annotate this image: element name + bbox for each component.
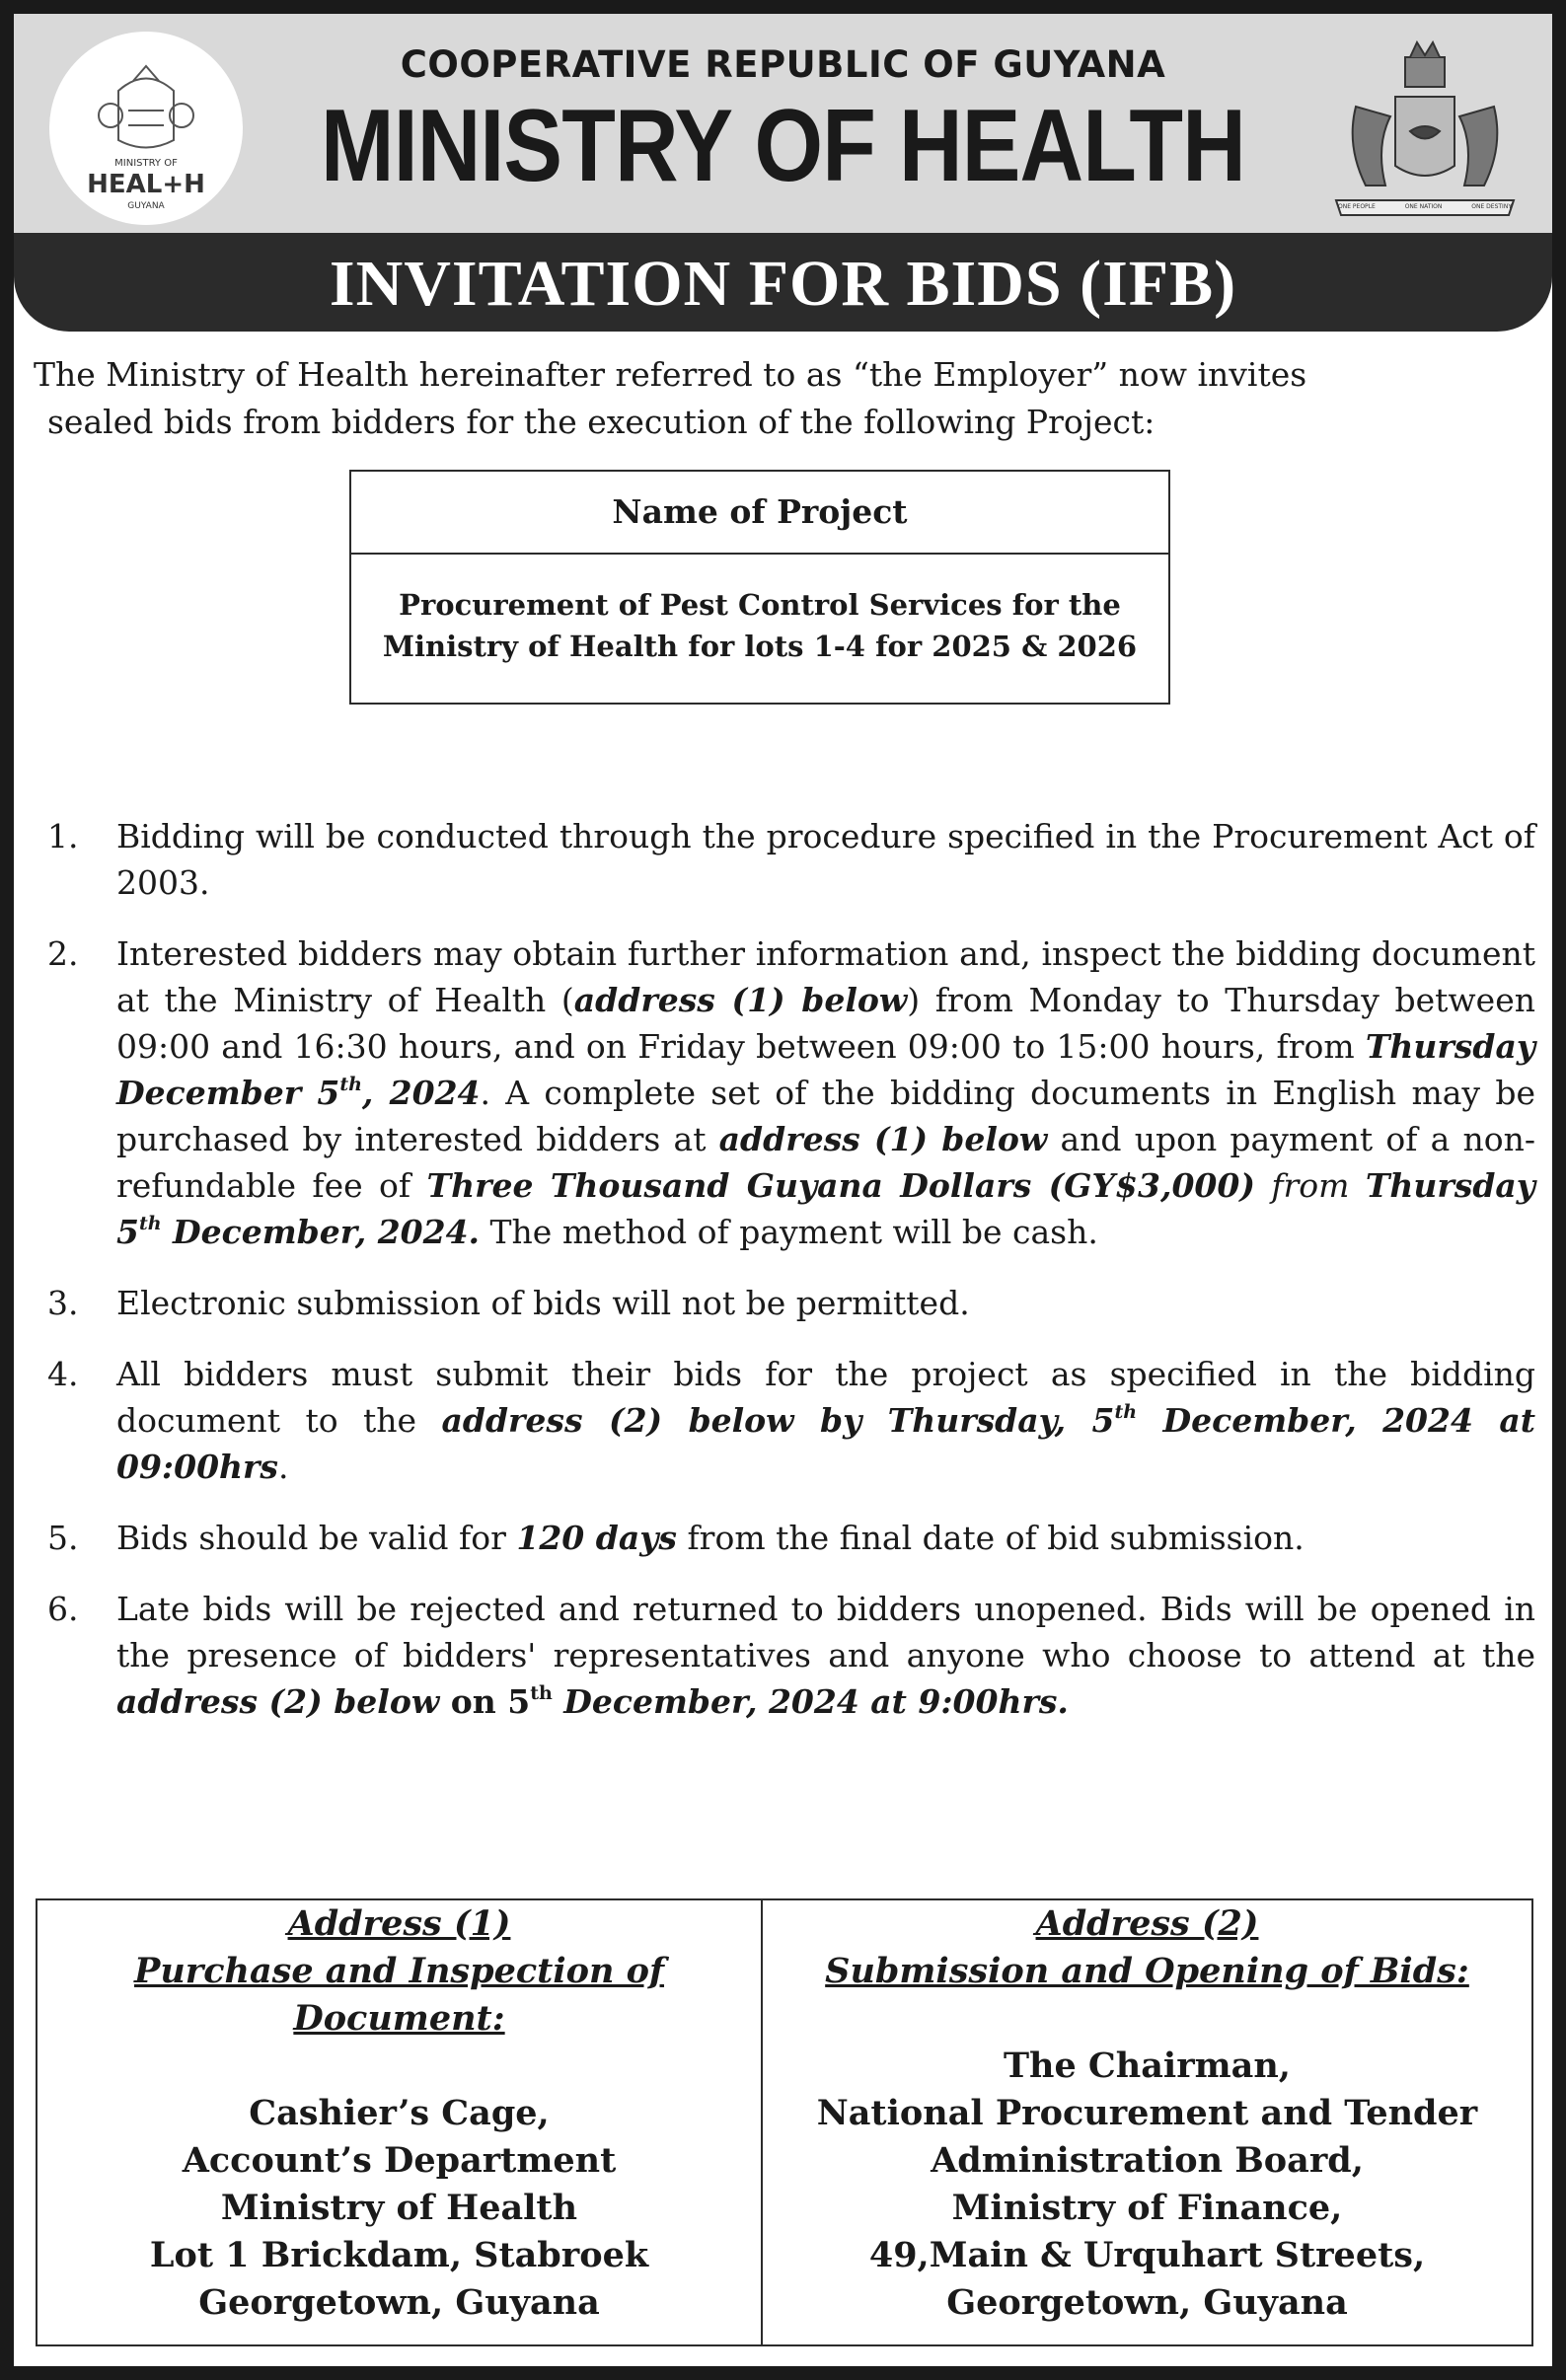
item-emphasis: address (1) below bbox=[718, 1120, 1048, 1158]
address-1-line: Georgetown, Guyana bbox=[198, 2282, 600, 2323]
item-emphasis: Three Thousand Guyana Dollars (GY$3,000) bbox=[426, 1166, 1255, 1205]
address-1-line: Lot 1 Brickdam, Stabroek bbox=[149, 2235, 649, 2275]
coat-of-arms-icon bbox=[1326, 28, 1524, 225]
item-emphasis: Thursday 5 bbox=[116, 1166, 1535, 1251]
item-emphasis: , 2024 bbox=[361, 1074, 481, 1112]
item-number: 2. bbox=[47, 934, 79, 973]
address-1-line: Cashier’s Cage, bbox=[249, 2093, 550, 2133]
address-2-line: National Procurement and Tender bbox=[816, 2093, 1478, 2133]
item-emphasis: address (2) below by Thursday, 5 bbox=[441, 1401, 1115, 1440]
item-superscript: th bbox=[339, 1074, 362, 1095]
item-superscript: th bbox=[138, 1213, 162, 1234]
item-text: Bids should be valid for bbox=[116, 1519, 517, 1557]
logo-line-main: HEAL+H bbox=[87, 170, 205, 199]
list-item bbox=[34, 1280, 1535, 1326]
logo-line-bottom: GUYANA bbox=[127, 201, 165, 211]
list-item bbox=[34, 813, 1535, 906]
item-text: ) from Monday to Thursday between 09:00 and 16:30 hours, and on Friday between 09:00 to 15:00 hours, from bbox=[116, 981, 1535, 1066]
address-1-subtitle-2: Document: bbox=[293, 1998, 505, 2039]
address-2-line: Georgetown, Guyana bbox=[946, 2282, 1348, 2323]
item-text: Interested bidders may obtain further information and, inspect the bidding document at the Ministry of Health ( bbox=[116, 934, 1535, 1019]
item-emphasis: address (1) below bbox=[573, 981, 908, 1019]
address-2-line: The Chairman, bbox=[1003, 2045, 1291, 2086]
item-text: Electronic submission of bids will not be permitted. bbox=[116, 1284, 970, 1322]
address-1-line: Account’s Department bbox=[182, 2140, 617, 2181]
header bbox=[14, 14, 1552, 233]
ifb-items bbox=[34, 813, 1535, 1749]
banner-title: INVITATION FOR BIDS (IFB) bbox=[329, 248, 1237, 320]
item-emphasis: December, 2024. bbox=[161, 1213, 481, 1251]
list-item bbox=[34, 1586, 1535, 1725]
address-2-subtitle: Submission and Opening of Bids: bbox=[825, 1951, 1469, 1991]
address-2-line: 49,Main & Urquhart Streets, bbox=[868, 2235, 1426, 2275]
title-banner bbox=[14, 233, 1552, 332]
item-superscript: th bbox=[1114, 1401, 1138, 1423]
address-1-subtitle: Purchase and Inspection of bbox=[134, 1951, 664, 1991]
list-item bbox=[34, 1351, 1535, 1490]
coat-motto bbox=[1338, 203, 1512, 210]
project-header: Name of Project bbox=[351, 472, 1168, 555]
item-emphasis: on 5 bbox=[439, 1682, 531, 1721]
project-box bbox=[349, 470, 1170, 705]
item-emphasis: 120 days bbox=[516, 1519, 677, 1557]
project-name-line-2: Ministry of Health for lots 1-4 for 2025 & 2026 bbox=[382, 630, 1138, 663]
item-emphasis: address (2) below bbox=[116, 1682, 440, 1721]
list-item bbox=[34, 1515, 1535, 1561]
item-number: 4. bbox=[47, 1355, 79, 1393]
guyana-coat-of-arms bbox=[1326, 28, 1524, 225]
address-1 bbox=[37, 1900, 763, 2344]
item-text: from bbox=[1254, 1166, 1366, 1205]
item-superscript: th bbox=[530, 1682, 553, 1704]
item-text: . bbox=[278, 1448, 289, 1486]
ministry-name: MINISTRY OF HEALTH bbox=[321, 89, 1245, 203]
logo-line-top: MINISTRY OF bbox=[114, 158, 178, 169]
item-number: 5. bbox=[47, 1519, 79, 1557]
item-number: 6. bbox=[47, 1590, 79, 1628]
item-text: The method of payment will be cash. bbox=[480, 1213, 1098, 1251]
intro-line-1: The Ministry of Health hereinafter referred to as “the Employer” now invites bbox=[34, 355, 1307, 394]
address-table bbox=[36, 1898, 1533, 2346]
address-1-title: Address (1) bbox=[287, 1903, 511, 1944]
item-emphasis: December, 2024 at 09:00hrs bbox=[116, 1401, 1535, 1486]
item-text: Bidding will be conducted through the procedure specified in the Procurement Act of 2003. bbox=[116, 817, 1535, 902]
item-text: from the final date of bid submission. bbox=[676, 1519, 1305, 1557]
motto-3: ONE DESTINY bbox=[1471, 203, 1512, 210]
item-text: Late bids will be rejected and returned to bidders unopened. Bids will be opened in the presence of bidders' representatives and anyone who choose to attend at the bbox=[116, 1590, 1535, 1674]
address-2-line: Ministry of Finance, bbox=[951, 2188, 1343, 2228]
item-number: 3. bbox=[47, 1284, 79, 1322]
project-name-line-1: Procurement of Pest Control Services for the bbox=[399, 588, 1121, 622]
item-number: 1. bbox=[47, 817, 79, 855]
address-1-line: Ministry of Health bbox=[220, 2188, 578, 2228]
list-item bbox=[34, 930, 1535, 1255]
address-2 bbox=[763, 1900, 1531, 2344]
item-text: . A complete set of the bidding documents in English may be purchased by interested bidders at bbox=[116, 1074, 1535, 1158]
intro-line-2: sealed bids from bidders for the execution of the following Project: bbox=[47, 403, 1156, 441]
motto-1: ONE PEOPLE bbox=[1338, 203, 1376, 210]
project-name bbox=[351, 555, 1168, 667]
intro-paragraph bbox=[34, 351, 1524, 446]
address-2-title: Address (2) bbox=[1035, 1903, 1259, 1944]
motto-2: ONE NATION bbox=[1404, 203, 1443, 210]
item-text: All bidders must submit their bids for the project as specified in the bidding document to the bbox=[116, 1355, 1535, 1440]
item-emphasis: Thursday December 5 bbox=[116, 1027, 1535, 1112]
country-name: COOPERATIVE REPUBLIC OF GUYANA bbox=[400, 43, 1166, 86]
item-emphasis: December, 2024 at 9:00hrs. bbox=[552, 1682, 1069, 1721]
item-text: and upon payment of a non-refundable fee of bbox=[116, 1120, 1535, 1205]
address-2-line: Administration Board, bbox=[931, 2140, 1364, 2181]
